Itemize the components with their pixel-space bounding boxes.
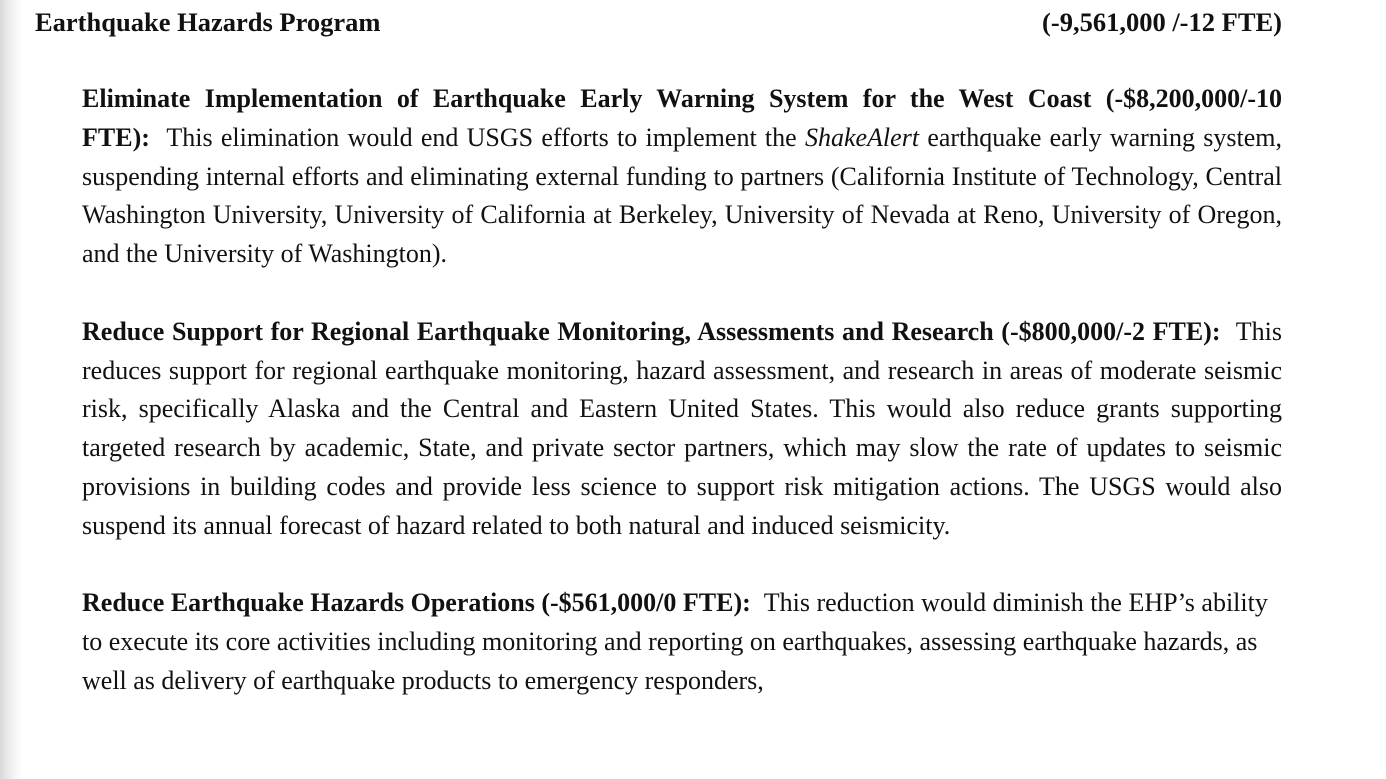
section-header — [35, 2, 1282, 42]
item-regional-support-reduction — [82, 313, 1282, 546]
item-operations-reduction — [82, 584, 1282, 700]
item-text: This reduction would diminish the EHP’s ability to execute its core activities including monitoring and reporting on earthquakes, assessing earthquake hazards, as well as delivery of earthquake products to emergency responders, — [82, 588, 1268, 695]
item-text: This reduces support for regional earthquake monitoring, hazard assessment, and research in areas of moderate seismic risk, specifically Alaska and the Central and Eastern United States. This would also reduce grants supporting targeted research by academic, State, and private sector partners, which may slow the rate of updates to seismic provisions in building codes and provide less science to support risk mitigation actions. The USGS would also suspend its annual forecast of hazard related to both natural and induced seismicity. — [82, 316, 1282, 540]
program-title: Earthquake Hazards Program — [35, 7, 381, 37]
item-text-continued: earthquake early warning system, suspending internal efforts and eliminating external funding to partners (California Institute of Technology, Central Washington University, University of California at Berkeley, University of Nevada at Reno, University of Oregon, and the University of Washington). — [82, 122, 1283, 269]
shakealert-term: ShakeAlert — [804, 122, 920, 152]
item-heading: Eliminate Implementation of Earthquake Early Warning System for the West Coast (-$8,200,000/-10 FTE): — [82, 84, 1282, 152]
program-total: (-9,561,000 /-12 FTE) — [1042, 7, 1282, 37]
page-edge-shadow — [0, 0, 22, 779]
document-body — [82, 80, 1282, 701]
item-heading: Reduce Earthquake Hazards Operations (-$561,000/0 FTE): — [82, 588, 751, 618]
item-eew-elimination — [82, 80, 1282, 274]
item-heading: Reduce Support for Regional Earthquake Monitoring, Assessments and Research (-$800,000/-2 FTE): — [82, 316, 1221, 346]
item-text: This elimination would end USGS efforts to implement the — [166, 122, 797, 152]
